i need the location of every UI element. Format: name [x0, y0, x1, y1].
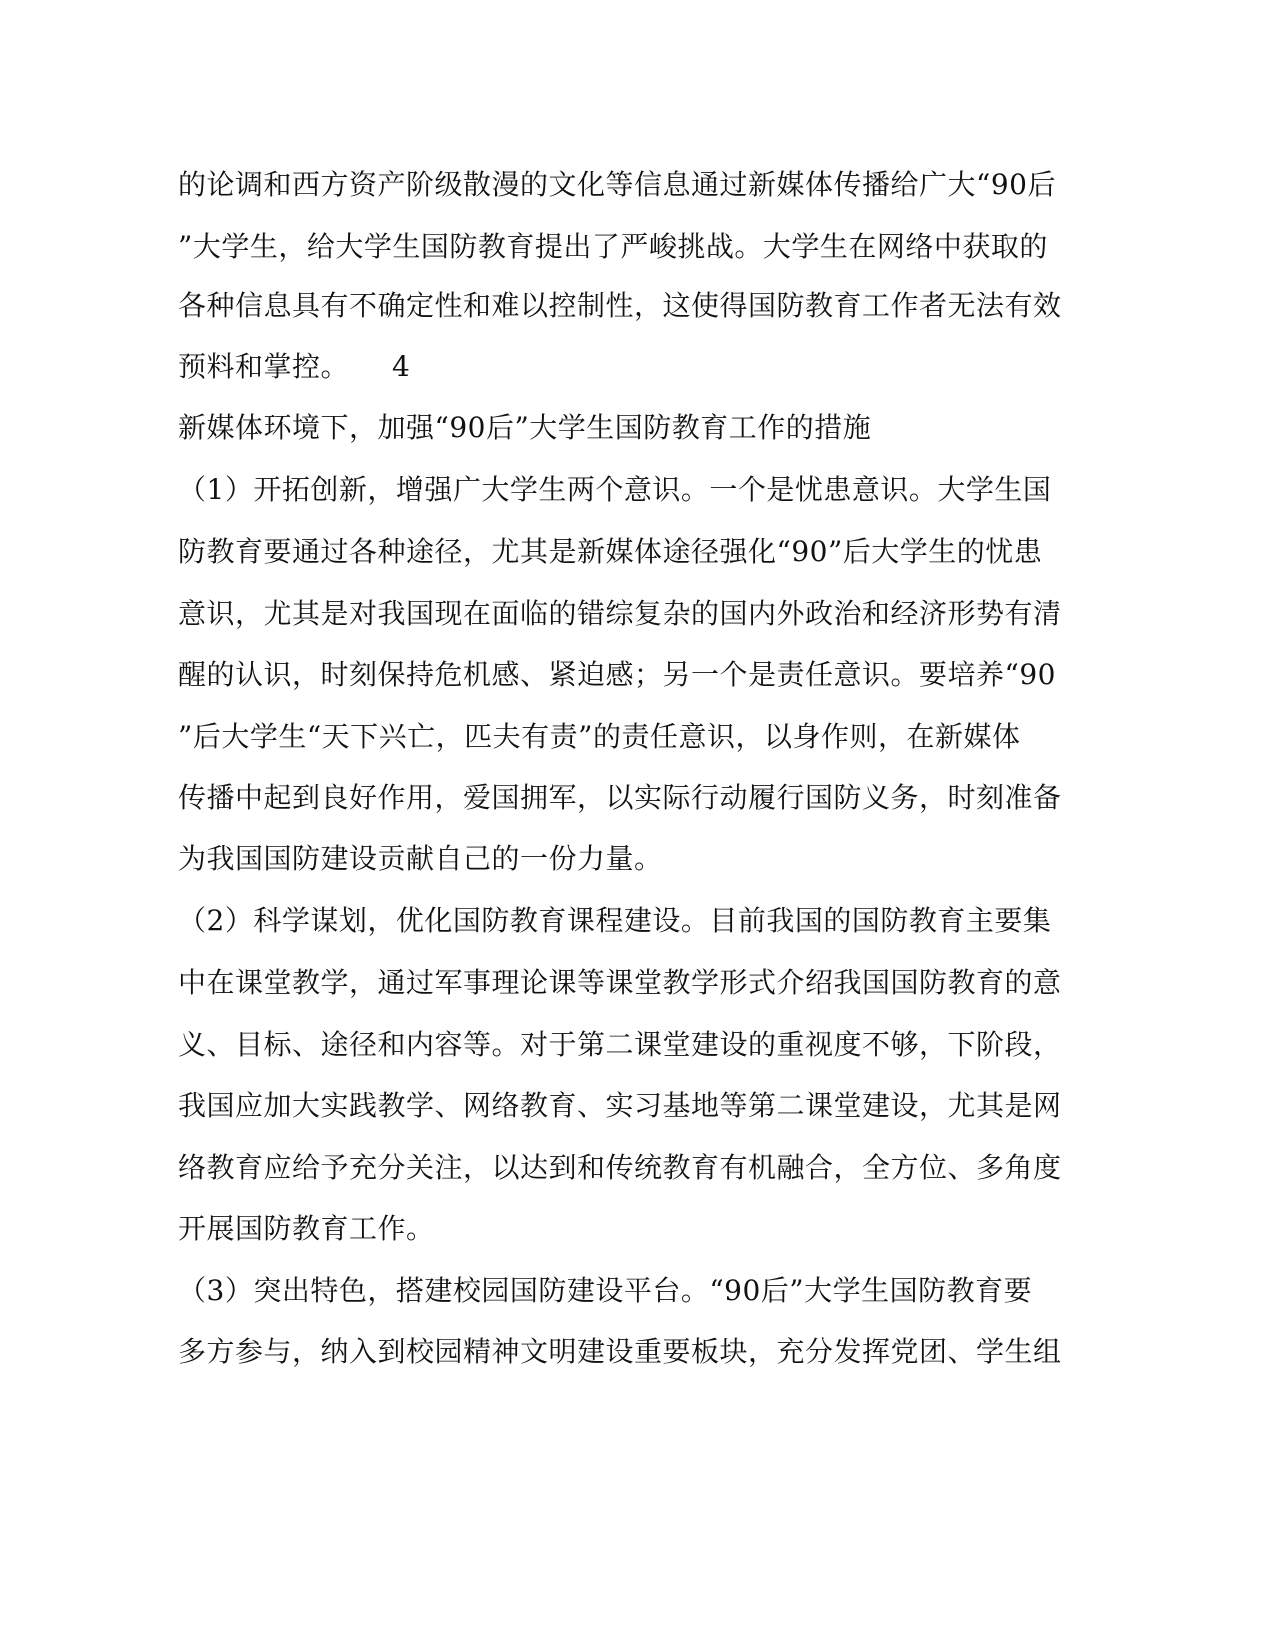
text-line: 意识，尤其是对我国现在面临的错综复杂的国内外政治和经济形势有清: [178, 597, 1062, 630]
text-line: 络教育应给予充分关注，以达到和传统教育有机融合，全方位、多角度: [178, 1151, 1062, 1184]
text-line: 我国应加大实践教学、网络教育、实习基地等第二课堂建设，尤其是网: [178, 1089, 1062, 1122]
text-line: （3）突出特色，搭建校园国防建设平台。“90后”大学生国防教育要: [178, 1274, 1033, 1307]
text-line: 防教育要通过各种途径，尤其是新媒体途径强化“90”后大学生的忧患: [178, 535, 1043, 568]
text-line: ”后大学生“天下兴亡，匹夫有责”的责任意识，以身作则，在新媒体: [178, 720, 1021, 753]
text-line: 预料和掌控。 4: [178, 350, 411, 383]
text-line: 多方参与，纳入到校园精神文明建设重要板块，充分发挥党团、学生组: [178, 1335, 1062, 1368]
text-line: 为我国国防建设贡献自己的一份力量。: [178, 842, 663, 875]
text-line: 义、目标、途径和内容等。对于第二课堂建设的重视度不够，下阶段，: [178, 1028, 1062, 1061]
text-line: 中在课堂教学，通过军事理论课等课堂教学形式介绍我国国防教育的意: [178, 966, 1062, 999]
section-heading: 新媒体环境下，加强“90后”大学生国防教育工作的措施: [178, 411, 872, 444]
text-line: 传播中起到良好作用，爱国拥军，以实际行动履行国防义务，时刻准备: [178, 781, 1062, 814]
text-line: （1）开拓创新，增强广大学生两个意识。一个是忧患意识。大学生国: [178, 473, 1052, 506]
text-line: 的论调和西方资产阶级散漫的文化等信息通过新媒体传播给广大“90后: [178, 168, 1056, 201]
text-line: 各种信息具有不确定性和难以控制性，这使得国防教育工作者无法有效: [178, 289, 1062, 322]
text-line: （2）科学谋划，优化国防教育课程建设。目前我国的国防教育主要集: [178, 904, 1052, 937]
text-line: ”大学生，给大学生国防教育提出了严峻挑战。大学生在网络中获取的: [178, 230, 1048, 263]
text-line: 醒的认识，时刻保持危机感、紧迫感；另一个是责任意识。要培养“90: [178, 658, 1056, 691]
text-line: 开展国防教育工作。: [178, 1212, 435, 1245]
